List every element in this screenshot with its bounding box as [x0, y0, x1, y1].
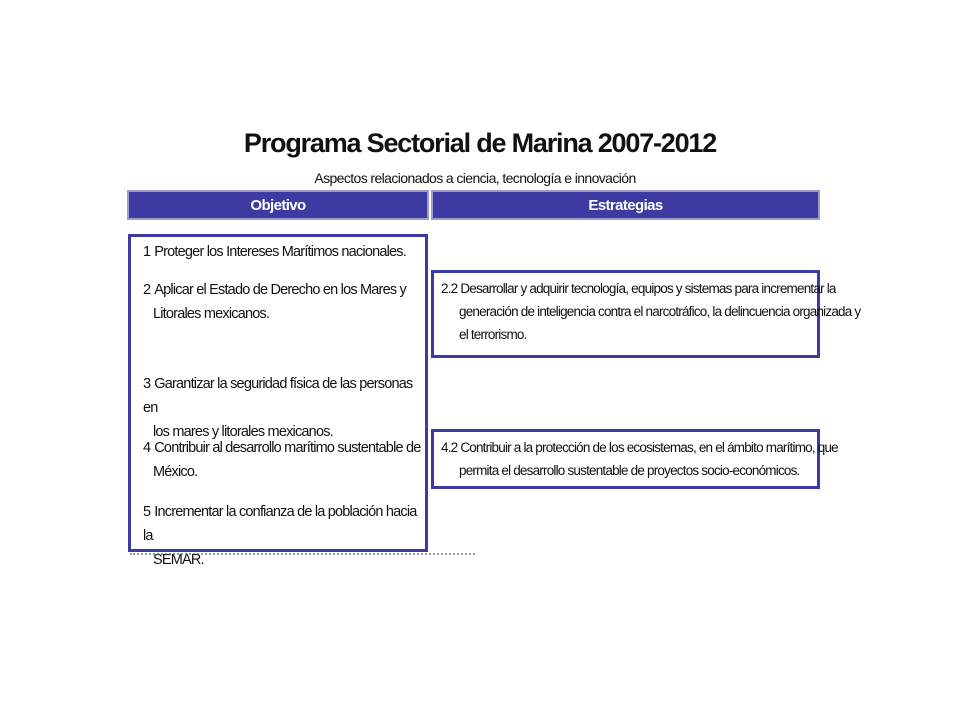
objective-text-continued: los mares y litorales mexicanos.: [153, 424, 333, 440]
strategy-box-4-2: [431, 429, 838, 489]
objective-text-continued: Litorales mexicanos.: [153, 306, 270, 322]
header-objetivo-label: Objetivo: [250, 196, 306, 214]
objective-number: 3: [143, 376, 151, 392]
header-estrategias: [431, 190, 820, 220]
objective-text: Contribuir al desarrollo marítimo sustentable de: [154, 440, 421, 456]
objectives-box: [128, 234, 428, 568]
objective-number: 2: [143, 282, 151, 298]
strategy-text-continued: permita el desarrollo sustentable de proyectos socio-económicos.: [459, 463, 800, 478]
header-estrategias-label: Estrategias: [588, 196, 663, 214]
header-objetivo: [127, 190, 429, 220]
strategy-text-continued: el terrorismo.: [459, 327, 527, 342]
objective-text: Incrementar la confianza de la población hacia la: [143, 504, 417, 544]
strategy-text: 2.2 Desarrollar y adquirir tecnología, equipos y sistemas para incrementar la: [441, 281, 836, 296]
objective-number: 1: [143, 244, 151, 260]
objective-item-1: [143, 240, 428, 264]
objective-number: 5: [143, 504, 151, 520]
strategy-text-continued: generación de inteligencia contra el narcotráfico, la delincuencia organizada y: [459, 304, 861, 319]
strategy-box-2-2: [431, 270, 861, 358]
objective-text: Aplicar el Estado de Derecho en los Mares y: [154, 282, 406, 298]
objective-item-3: [143, 372, 428, 444]
objective-item-5: [143, 500, 428, 572]
objective-number: 4: [143, 440, 151, 456]
page-subtitle: Aspectos relacionados a ciencia, tecnología e innovación: [314, 170, 636, 186]
objective-text-continued: SEMAR.: [153, 552, 204, 568]
strategy-text: 4.2 Contribuir a la protección de los ecosistemas, en el ámbito marítimo, que: [441, 440, 838, 455]
footnote-source-line: [130, 553, 475, 558]
page-title: Programa Sectorial de Marina 2007-2012: [243, 128, 717, 158]
objective-text: Proteger los Intereses Marítimos nacionales.: [154, 244, 406, 260]
objective-text: Garantizar la seguridad física de las personas en: [143, 376, 413, 416]
objective-text-continued: México.: [153, 464, 198, 480]
objective-item-4: [143, 436, 428, 484]
objective-item-2: [143, 278, 428, 326]
